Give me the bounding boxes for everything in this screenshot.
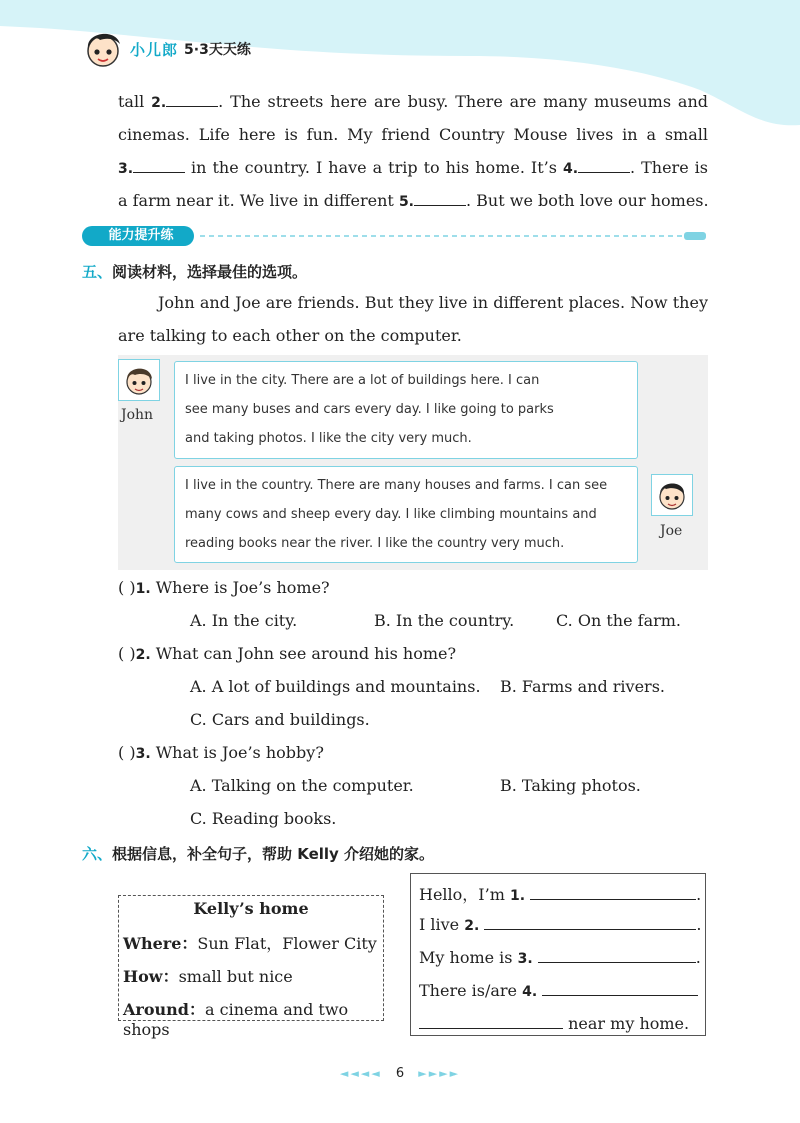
level-label: 能力提升练 — [108, 228, 174, 243]
joe-message-bubble — [174, 466, 638, 563]
info-around: Around：a cinema and two shops — [123, 1000, 349, 1039]
right-arrows-icon: ►►►► — [418, 1067, 461, 1080]
section-5-title: 五、阅读材料，选择最佳的选项。 — [82, 263, 308, 281]
series-subtitle: 5·3天天练 — [184, 42, 251, 58]
q2-option-a: A. A lot of buildings and mountains. — [190, 677, 481, 696]
q1-option-b: B. In the country. — [374, 611, 515, 630]
q2-option-b: B. Farms and rivers. — [500, 677, 665, 696]
john-face-icon — [119, 360, 159, 400]
answer-paren-2[interactable]: ( ) — [118, 644, 136, 663]
boy-mascot-icon — [80, 26, 126, 72]
answer-blank-3[interactable] — [538, 948, 696, 963]
section-5-intro-line-1: John and Joe are friends. But they live in different places. Now they — [158, 293, 708, 312]
answer-blank-2[interactable] — [484, 915, 696, 930]
john-message-line-1: I live in the city. There are a lot of buildings here. I can — [185, 373, 540, 388]
q2-option-c: C. Cars and buildings. — [190, 710, 370, 729]
answer-line-5: near my home. — [419, 1014, 689, 1033]
joe-message-line-1: I live in the country. There are many houses and farms. I can see — [185, 478, 608, 493]
page-footer — [0, 1066, 800, 1081]
john-avatar — [118, 359, 160, 401]
joe-face-icon — [652, 475, 692, 515]
question-3: ( )3. What is Joe’s hobby? — [118, 743, 324, 762]
info-how: How：small but nice — [123, 967, 293, 986]
john-message-line-3: and taking photos. I like the city very much. — [185, 431, 472, 446]
joe-message-line-2: many cows and sheep every day. I like climbing mountains and — [185, 507, 597, 522]
series-logo — [80, 26, 251, 72]
passage-line-1: tall 2. . The streets here are busy. There are many museums and — [118, 92, 709, 111]
q1-option-a: A. In the city. — [190, 611, 298, 630]
info-card-title: Kelly’s home — [193, 899, 309, 918]
kelly-info-card — [118, 895, 384, 1039]
answer-blank-1[interactable] — [530, 885, 696, 900]
answer-paren-3[interactable]: ( ) — [118, 743, 136, 762]
answer-blank-4-continued[interactable] — [419, 1014, 563, 1029]
q3-option-b: B. Taking photos. — [500, 776, 641, 795]
answer-line-1: Hello，I’m 1. . — [419, 885, 702, 904]
joe-message-line-3: reading books near the river. I like the country very much. — [185, 536, 565, 551]
left-arrows-icon: ◄◄◄◄ — [339, 1067, 382, 1080]
q3-option-a: A. Talking on the computer. — [190, 776, 414, 795]
answer-blank-4[interactable] — [542, 981, 698, 996]
q1-option-c: C. On the farm. — [556, 611, 682, 630]
q3-option-c: C. Reading books. — [190, 809, 337, 828]
john-message-bubble — [174, 361, 638, 459]
section-6-title: 六、根据信息，补全句子，帮助 Kelly 介绍她的家。 — [82, 845, 435, 863]
john-message-line-2: see many buses and cars every day. I like going to parks — [185, 402, 554, 417]
blank-2[interactable] — [166, 92, 218, 107]
info-where: Where：Sun Flat，Flower City — [123, 934, 377, 953]
question-1: ( )1. Where is Joe’s home? — [118, 578, 330, 597]
answer-line-3: My home is 3. . — [419, 948, 701, 967]
answer-box — [410, 873, 706, 1036]
answer-paren-1[interactable]: ( ) — [118, 578, 136, 597]
blank-3[interactable] — [133, 158, 185, 173]
blank-4[interactable] — [578, 158, 630, 173]
passage-line-4: a farm near it. We live in different 5. . But we both love our homes. — [118, 191, 709, 210]
answer-line-4: There is/are 4. — [419, 981, 698, 1000]
joe-avatar — [651, 474, 693, 516]
question-2: ( )2. What can John see around his home? — [118, 644, 457, 663]
answer-line-2: I live 2. . — [419, 915, 702, 934]
joe-name: Joe — [660, 523, 683, 539]
passage-line-2: cinemas. Life here is fun. My friend Country Mouse lives in a small — [118, 125, 708, 144]
blank-5[interactable] — [414, 191, 466, 206]
page-number: 6 — [395, 1066, 405, 1081]
john-name: John — [121, 407, 154, 423]
passage-line-3: 3. in the country. I have a trip to his home. It’s 4. . There is — [118, 158, 708, 177]
section-5-intro-line-2: are talking to each other on the computer. — [118, 326, 462, 345]
series-title: 小儿郎 — [130, 40, 179, 59]
